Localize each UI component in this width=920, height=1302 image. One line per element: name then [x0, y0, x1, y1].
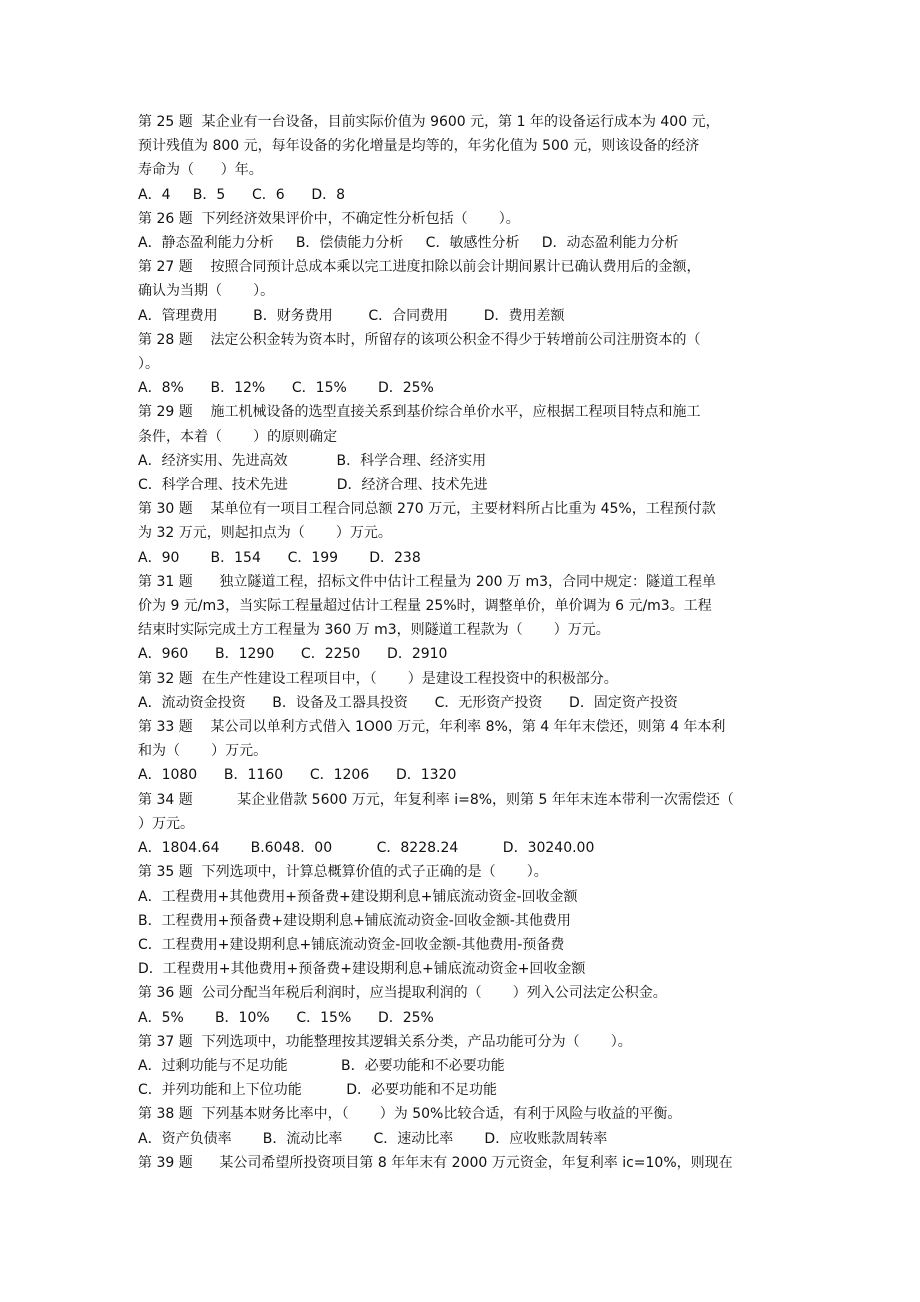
text-line: C．科学合理、技术先进 D．经济合理、技术先进 [138, 477, 488, 494]
text-line: C．并列功能和上下位功能 D．必要功能和不足功能 [138, 1082, 498, 1099]
text-line: D．工程费用+其他费用+预备费+建设期利息+铺底流动资金+回收金额 [138, 961, 586, 978]
text-line: B．工程费用+预备费+建设期利息+铺底流动资金-回收金额-其他费用 [138, 912, 571, 929]
text-line: 第 31 题 独立隧道工程，招标文件中估计工程量为 200 万 m3，合同中规定：隧道工程单 [138, 573, 717, 590]
text-line: A．1080 B．1160 C．1206 D．1320 [138, 767, 457, 784]
text-line: 第 39 题 某公司希望所投资项目第 8 年年末有 2000 万元资金，年复利率 ic=10%，则现在 [138, 1154, 733, 1171]
text-line: A．资产负债率 B．流动比率 C．速动比率 D．应收账款周转率 [138, 1130, 608, 1147]
text-line: 第 38 题 下列基本财务比率中，（ ）为 50%比较合适，有利于风险与收益的平衡。 [138, 1106, 682, 1123]
document-body [138, 110, 788, 1175]
text-line: A．960 B．1290 C．2250 D．2910 [138, 646, 448, 663]
text-line: A．经济实用、先进高效 B．科学合理、经济实用 [138, 452, 487, 469]
text-line: 第 27 题 按照合同预计总成本乘以完工进度扣除以前会计期间累计已确认费用后的金额， [138, 259, 701, 276]
text-line: 第 30 题 某单位有一项目工程合同总额 270 万元，主要材料所占比重为 45%，工程预付款 [138, 501, 716, 518]
text-line: 预计残值为 800 元，每年设备的劣化增量是均等的，年劣化值为 500 元，则该设备的经济 [138, 138, 700, 155]
text-line: 第 32 题 在生产性建设工程项目中，（ ）是建设工程投资中的积极部分。 [138, 670, 618, 687]
text-line: A．过剩功能与不足功能 B．必要功能和不必要功能 [138, 1057, 505, 1074]
text-line: A．8% B．12% C．15% D．25% [138, 380, 434, 397]
text-line: 第 35 题 下列选项中，计算总概算价值的式子正确的是（ ）。 [138, 864, 548, 881]
text-line: 为 32 万元，则起扣点为（ ）万元。 [138, 525, 392, 542]
text-line: A．流动资金投资 B．设备及工器具投资 C．无形资产投资 D．固定资产投资 [138, 694, 678, 711]
text-line: A．90 B．154 C．199 D．238 [138, 549, 421, 566]
text-line: 第 29 题 施工机械设备的选型直接关系到基价综合单价水平，应根据工程项目特点和施工 [138, 404, 701, 421]
text-line: 价为 9 元/m3，当实际工程量超过估计工程量 25%时，调整单价，单价调为 6 元/m3。工程 [138, 598, 712, 615]
text-line: ）。 [138, 356, 159, 373]
text-line: 第 37 题 下列选项中，功能整理按其逻辑关系分类，产品功能可分为（ ）。 [138, 1033, 632, 1050]
text-line: 第 26 题 下列经济效果评价中，不确定性分析包括（ ）。 [138, 210, 520, 227]
text-line: A．1804.64 B.6048．00 C．8228.24 D．30240.00 [138, 840, 595, 857]
text-line: C．工程费用+建设期利息+铺底流动资金-回收金额-其他费用-预备费 [138, 936, 565, 953]
text-line: 第 28 题 法定公积金转为资本时，所留存的该项公积金不得少于转增前公司注册资本的（ [138, 331, 701, 348]
text-line: 结束时实际完成土方工程量为 360 万 m3，则隧道工程款为（ ）万元。 [138, 622, 610, 639]
text-line: A．工程费用+其他费用+预备费+建设期利息+铺底流动资金-回收金额 [138, 888, 578, 905]
text-line: ）万元。 [138, 815, 194, 832]
text-line: 条件，本着（ ）的原则确定 [138, 428, 338, 445]
text-line: 确认为当期（ ）。 [138, 283, 275, 300]
text-line: 第 33 题 某公司以单利方式借入 1O00 万元，年利率 8%，第 4 年年末偿还，则第 4 年本利 [138, 719, 726, 736]
text-line: 第 36 题 公司分配当年税后利润时，应当提取利润的（ ）列入公司法定公积金。 [138, 985, 667, 1002]
text-line: A．5% B．10% C．15% D．25% [138, 1009, 434, 1026]
text-line: 寿命为（ ）年。 [138, 162, 263, 179]
text-line: A．静态盈利能力分析 B．偿债能力分析 C．敏感性分析 D．动态盈利能力分析 [138, 235, 679, 252]
text-line: A．管理费用 B．财务费用 C．合同费用 D．费用差额 [138, 307, 565, 324]
text-line: 第 34 题 某企业借款 5600 万元，年复利率 i=8%，则第 5 年年末连本带利一次需偿还（ [138, 791, 734, 808]
text-line: A．4 B．5 C．6 D．8 [138, 186, 346, 203]
text-line: 第 25 题 某企业有一台设备，目前实际价值为 9600 元，第 1 年的设备运行成本为 400 元， [138, 114, 720, 130]
text-line: 和为（ ）万元。 [138, 743, 268, 760]
